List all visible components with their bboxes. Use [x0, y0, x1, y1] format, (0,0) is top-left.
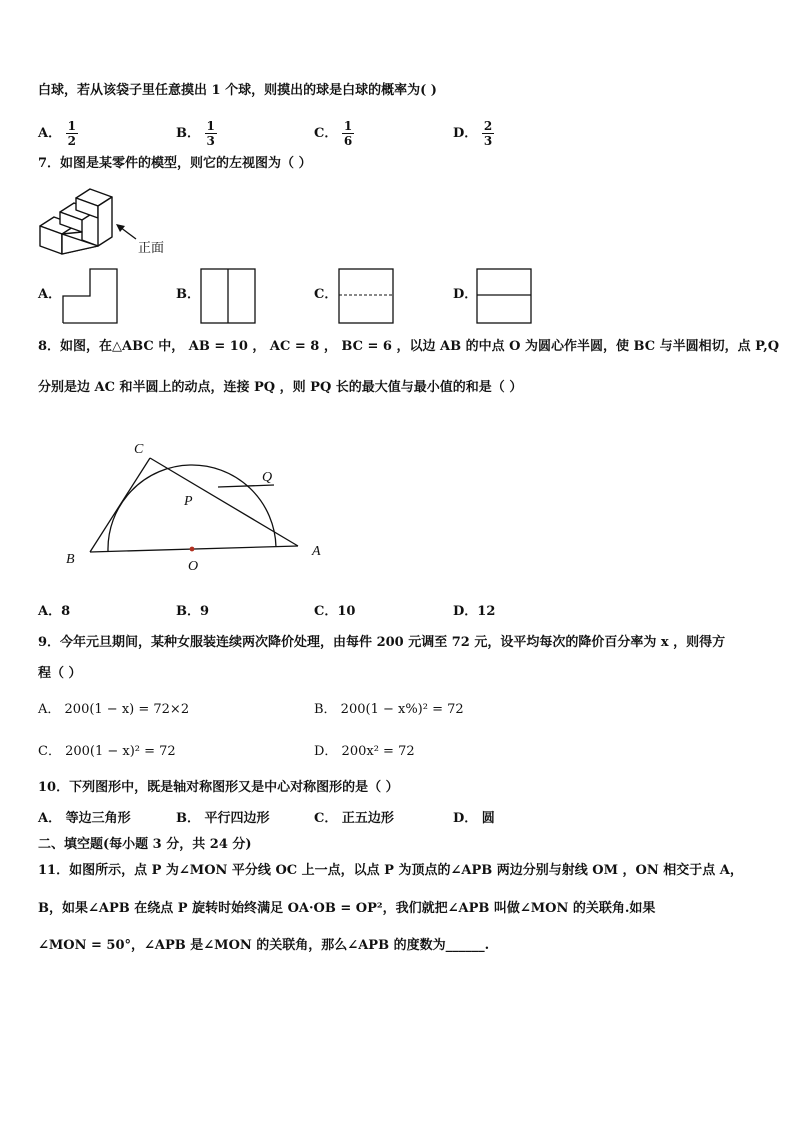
- denominator: 6: [343, 134, 353, 148]
- label-o: O: [188, 559, 199, 574]
- option-label: A．: [38, 126, 62, 141]
- label-q: Q: [262, 470, 273, 485]
- numerator: 1: [206, 119, 215, 133]
- q6-stem: 白球，若从该袋子里任意摸出 1 个球，则摸出的球是白球的概率为( ): [38, 83, 437, 98]
- q7-option-d-label: D．: [453, 287, 478, 302]
- q10-option-b: B． 平行四边形: [176, 811, 270, 826]
- option-label: B．: [176, 126, 200, 141]
- q10-option-c: C． 正五边形: [314, 811, 394, 826]
- q8-option-b: B．9: [176, 604, 210, 619]
- fraction: [342, 119, 354, 148]
- q8-option-c: C．10: [314, 604, 356, 619]
- q7-model-figure: [30, 182, 180, 262]
- front-label: 正面: [138, 240, 165, 255]
- fraction: [482, 119, 494, 148]
- q7-option-b-figure: [200, 268, 256, 324]
- q9-option-b: B． 200(1 − x%)² = 72: [314, 702, 464, 717]
- q7-option-c-label: C．: [314, 287, 338, 302]
- denominator: 3: [483, 134, 493, 148]
- q9-stem-line2: 程（ ）: [38, 666, 82, 681]
- q8-option-d: D．12: [453, 604, 496, 619]
- arrow-head-icon: [116, 224, 125, 232]
- denominator: 3: [206, 134, 215, 148]
- q10-option-d: D． 圆: [453, 811, 495, 826]
- q9-option-a: A． 200(1 − x) = 72×2: [38, 702, 190, 717]
- q7-option-a-figure: [62, 268, 118, 324]
- q8-option-a: A．8: [38, 604, 71, 619]
- q11-line1: 11．如图所示，点 P 为∠MON 平分线 OC 上一点，以点 P 为顶点的∠APB 两边分别与射线 OM ，ON 相交于点 A，: [38, 863, 743, 878]
- section-heading: 二、填空题(每小题 3 分，共 24 分): [38, 837, 252, 852]
- l-shape-outline: [63, 269, 117, 323]
- q6-option-c: [314, 119, 354, 148]
- q7-option-c-figure: [338, 268, 394, 324]
- numerator: 1: [343, 119, 353, 133]
- numerator: 2: [483, 119, 493, 133]
- q8-stem-line2: 分别是边 AC 和半圆上的动点，连接 PQ ，则 PQ 长的最大值与最小值的和是（ ）: [38, 380, 523, 395]
- label-c: C: [134, 442, 144, 457]
- label-a: A: [312, 544, 321, 559]
- square-outline: [477, 269, 531, 323]
- q6-option-b: [176, 119, 217, 148]
- square-outline: [339, 269, 393, 323]
- q8-geometry-figure: [60, 435, 340, 575]
- q6-option-d: [453, 119, 494, 148]
- label-p: P: [184, 494, 193, 509]
- option-label: C．: [314, 126, 338, 141]
- q9-option-d: D． 200x² = 72: [314, 744, 415, 759]
- option-label: D．: [453, 126, 478, 141]
- q10-stem: 10．下列图形中，既是轴对称图形又是中心对称图形的是（ ）: [38, 780, 399, 795]
- fraction: [205, 119, 217, 148]
- right-face-upper: [98, 197, 112, 246]
- q7-stem: 7．如图是某零件的模型，则它的左视图为（ ）: [38, 156, 312, 171]
- q6-option-a: [38, 119, 78, 148]
- fraction: [66, 119, 78, 148]
- q7-option-b-label: B．: [176, 287, 200, 302]
- q7-option-a-label: A．: [38, 287, 62, 302]
- q9-option-c: C． 200(1 − x)² = 72: [38, 744, 176, 759]
- q8-stem-line1: 8．如图，在△ABC 中， AB = 10 ， AC = 8 ， BC = 6 ，以边 AB 的中点 O 为圆心作半圆，使 BC 与半圆相切，点 P,Q: [38, 339, 780, 354]
- numerator: 1: [67, 119, 76, 133]
- q9-stem-line1: 9．今年元旦期间，某种女服装连续两次降价处理，由每件 200 元调至 72 元，设平均每次的降价百分率为 x ，则得方: [38, 635, 726, 650]
- q11-line3: ∠MON = 50°，∠APB 是∠MON 的关联角，那么∠APB 的度数为______.: [38, 938, 490, 953]
- q11-line2: B，如果∠APB 在绕点 P 旋转时始终满足 OA·OB = OP²，我们就把∠APB 叫做∠MON 的关联角.如果: [38, 901, 656, 916]
- q7-option-d-figure: [476, 268, 532, 324]
- denominator: 2: [67, 134, 76, 148]
- center-point-o: [190, 547, 195, 552]
- q10-option-a: A． 等边三角形: [38, 811, 131, 826]
- label-b: B: [66, 552, 75, 567]
